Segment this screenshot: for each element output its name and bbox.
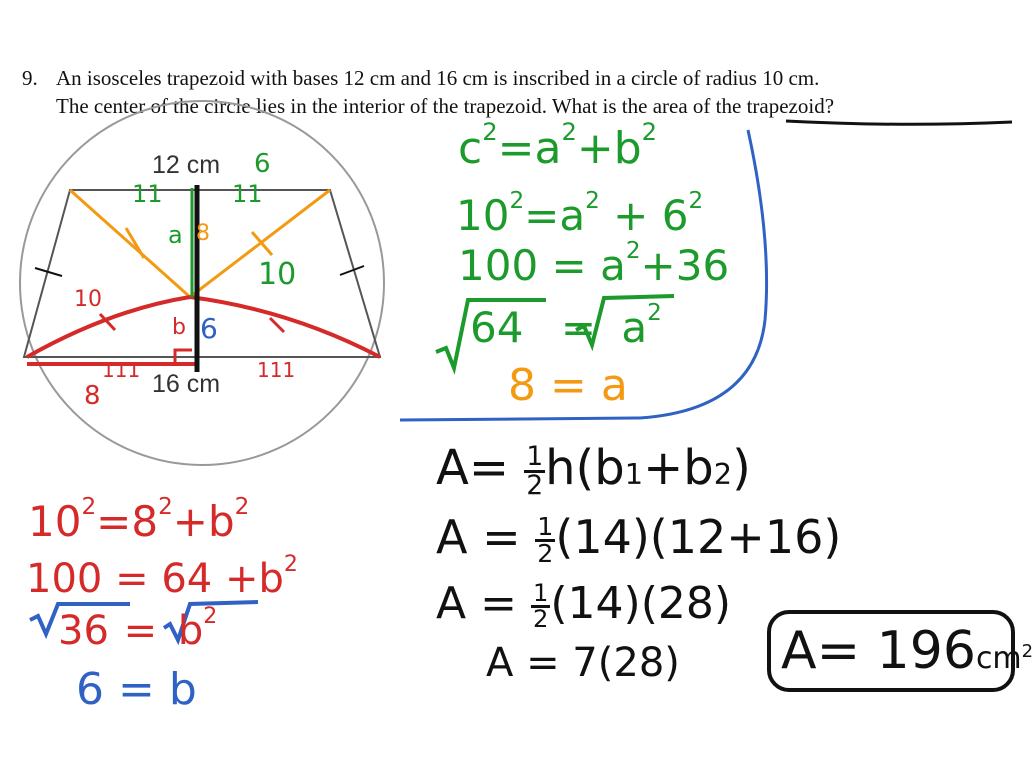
eq: = — [524, 190, 560, 240]
eq: = — [482, 510, 521, 564]
area-formula-rest: h(b — [545, 440, 625, 496]
plus: + — [224, 555, 259, 602]
exp: 2 — [283, 552, 298, 577]
green-eq-pythagorean — [458, 118, 657, 174]
tick-triple-right: 111 — [257, 358, 296, 382]
exp: 2 — [509, 188, 525, 214]
problem-line-1: An isosceles trapezoid with bases 12 cm and 16 cm is inscribed in a circle of radius 10 cm. — [56, 66, 820, 90]
final-answer-box — [767, 610, 1033, 692]
plus: + — [172, 496, 208, 546]
frac-den: 2 — [532, 604, 549, 633]
segment-8-label: 8 — [196, 221, 210, 246]
eq: = — [96, 496, 132, 546]
tick-triple-left: 111 — [102, 358, 141, 382]
exp: 2 — [234, 494, 250, 520]
problem-number: 9. — [22, 66, 38, 90]
green-64: 64 — [470, 302, 524, 352]
frac-num: 1 — [526, 441, 544, 473]
plus-b: +b — [643, 440, 714, 496]
exp: 2 — [482, 118, 498, 146]
subscript-1: 1 — [624, 457, 644, 491]
exp: 2 — [561, 118, 577, 146]
bottom-base-label: 16 cm — [152, 370, 221, 398]
area-A: A — [436, 510, 468, 564]
exp: 2 — [203, 604, 218, 629]
area-product: A = 7(28) — [486, 640, 680, 686]
green-a: a — [559, 190, 586, 240]
fraction-half — [531, 578, 550, 633]
area-A: A — [436, 578, 467, 629]
green-36: 36 — [675, 240, 730, 290]
red-radius-left — [27, 297, 190, 357]
red-10: 10 — [28, 496, 82, 546]
answer-value: A= 196 — [781, 621, 976, 681]
green-a: a — [621, 302, 648, 352]
fraction-half — [524, 441, 545, 501]
red-tick-right — [270, 318, 284, 332]
orange-result: 8 = a — [508, 360, 628, 411]
red-eq-3 — [58, 604, 217, 654]
leg-tick-right — [340, 266, 364, 275]
eq: = — [480, 578, 517, 629]
top-base-label: 12 cm — [152, 151, 221, 179]
frac-den: 2 — [537, 539, 554, 568]
red-64: 64 — [161, 555, 213, 602]
problem-line-2-text: The center of the circle lies in the interior of the trapezoid. What is the — [56, 94, 653, 118]
red-8: 8 — [131, 496, 159, 546]
eq: = — [123, 607, 158, 654]
green-a: a — [534, 122, 562, 174]
area-substituted-rest: (14)(12+16) — [555, 510, 842, 564]
area-substituted — [436, 510, 841, 566]
subscript-2: 2 — [713, 457, 733, 491]
red-b: b — [208, 496, 235, 546]
frac-num: 1 — [537, 511, 554, 541]
red-36: 36 — [58, 607, 109, 654]
exp: 2 — [647, 300, 662, 326]
red-eq-2 — [26, 552, 298, 602]
area-simplified-rest: (14)(28) — [550, 578, 732, 629]
exp: 2 — [81, 494, 97, 520]
green-b: b — [613, 122, 642, 174]
unit-text: cm — [975, 641, 1022, 676]
area-formula — [436, 440, 751, 501]
red-radius-right — [190, 297, 380, 357]
tick-double-right: 11 — [232, 180, 263, 208]
unit-exponent: 2 — [1021, 641, 1033, 662]
green-a: a — [600, 240, 626, 290]
plus: + — [576, 122, 614, 174]
red-100: 100 — [26, 555, 103, 602]
eq: = — [468, 440, 510, 496]
green-100: 100 — [458, 240, 539, 290]
final-answer — [781, 620, 1033, 690]
red-eq-1 — [28, 494, 249, 546]
red-radius-label: 10 — [74, 287, 102, 312]
green-10: 10 — [456, 190, 510, 240]
fraction-half — [535, 511, 555, 568]
tick-double-left: 11 — [132, 180, 163, 208]
green-6: 6 — [661, 190, 689, 240]
exp: 2 — [641, 118, 658, 146]
area-A: A — [436, 440, 469, 496]
plus: + — [640, 240, 676, 290]
frac-num: 1 — [532, 578, 549, 607]
blue-result: 6 = b — [76, 664, 197, 715]
eq: = — [497, 122, 535, 174]
exp: 2 — [688, 188, 704, 214]
red-b: b — [258, 555, 284, 602]
segment-a-label: a — [168, 221, 183, 249]
bottom-half-label: 8 — [84, 381, 101, 411]
eq: = — [560, 302, 597, 352]
segment-b-label: b — [172, 315, 186, 340]
question-underline — [786, 121, 1012, 124]
green-eq-square — [458, 238, 729, 290]
segment-6-label: 6 — [200, 312, 218, 345]
area-simplified — [436, 578, 732, 633]
problem-question: area of the trapezoid? — [652, 94, 835, 118]
green-c: c — [458, 122, 483, 174]
plus: + — [613, 190, 649, 240]
red-b: b — [177, 607, 204, 654]
close-paren: ) — [732, 440, 751, 496]
orange-radius-label: 10 — [258, 257, 297, 292]
frac-den: 2 — [526, 469, 544, 501]
answer-unit — [976, 641, 1033, 676]
eq: = — [115, 555, 149, 602]
green-eq-root — [470, 300, 662, 352]
eq: = — [551, 240, 587, 290]
top-half-mark: 6 — [254, 149, 271, 179]
exp: 2 — [585, 188, 600, 214]
exp: 2 — [158, 494, 173, 520]
green-eq-substitute — [456, 188, 703, 240]
exp: 2 — [625, 238, 641, 264]
